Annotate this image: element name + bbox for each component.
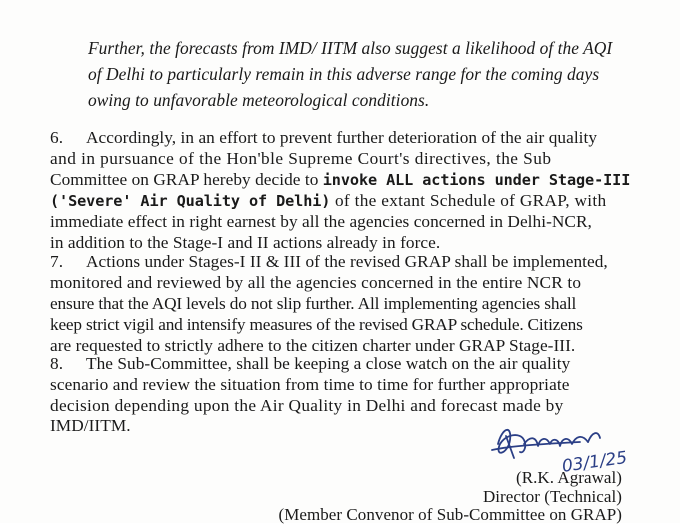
- paragraph-line: and in pursuance of the Hon'ble Supreme Court's directives, the Sub: [50, 149, 552, 168]
- paragraph-line: in addition to the Stage-I and II actions already in force.: [50, 233, 441, 252]
- signatory-role: (Member Convenor of Sub-Committee on GRAP): [278, 505, 622, 524]
- paragraph-text: of the extant Schedule of GRAP, with: [330, 191, 607, 210]
- paragraph-line: [50, 170, 630, 190]
- paragraph-text: The Sub-Committee, shall be keeping a close watch on the air quality: [86, 354, 571, 373]
- intro-line: of Delhi to particularly remain in this adverse range for the coming days: [88, 64, 600, 84]
- bold-emphasis: invoke ALL actions under Stage-III: [322, 171, 631, 189]
- intro-line: Further, the forecasts from IMD/ IITM also suggest a likelihood of the AQI: [88, 38, 613, 58]
- paragraph-line: [50, 191, 606, 211]
- paragraph-line: [50, 252, 608, 272]
- handwritten-date: 03/1/25: [560, 447, 629, 477]
- paragraph-line: [50, 128, 597, 148]
- signatory-name: (R.K. Agrawal): [516, 468, 622, 487]
- paragraph-number: 8.: [50, 354, 64, 373]
- paragraph-number: 7.: [50, 252, 64, 271]
- paragraph-text: Committee on GRAP hereby decide to: [50, 170, 323, 189]
- paragraph-line: immediate effect in right earnest by all the agencies concerned in Delhi-NCR,: [50, 212, 592, 231]
- paragraph-line: [50, 354, 570, 374]
- paragraph-line: are requested to strictly adhere to the citizen charter under GRAP Stage-III.: [50, 336, 576, 355]
- paragraph-number: 6.: [50, 128, 64, 147]
- paragraph-line: IMD/IITM.: [50, 416, 131, 435]
- paragraph-line: ensure that the AQI levels do not slip further. All implementing agencies shall: [50, 294, 577, 313]
- paragraph-line: decision depending upon the Air Quality in Delhi and forecast made by: [50, 396, 564, 415]
- paragraph-text: Accordingly, in an effort to prevent further deterioration of the air quality: [86, 128, 598, 147]
- paragraph-line: keep strict vigil and intensify measures of the revised GRAP schedule. Citizens: [50, 315, 583, 334]
- intro-line: owing to unfavorable meteorological conditions.: [88, 90, 430, 110]
- paragraph-line: scenario and review the situation from time to time for further appropriate: [50, 375, 570, 394]
- bold-emphasis: ('Severe' Air Quality of Delhi): [50, 192, 331, 210]
- paragraph-text: Actions under Stages-I II & III of the revised GRAP shall be implemented,: [86, 252, 608, 271]
- signatory-designation: Director (Technical): [482, 487, 622, 506]
- paragraph-line: monitored and reviewed by all the agencies concerned in the entire NCR to: [50, 273, 582, 292]
